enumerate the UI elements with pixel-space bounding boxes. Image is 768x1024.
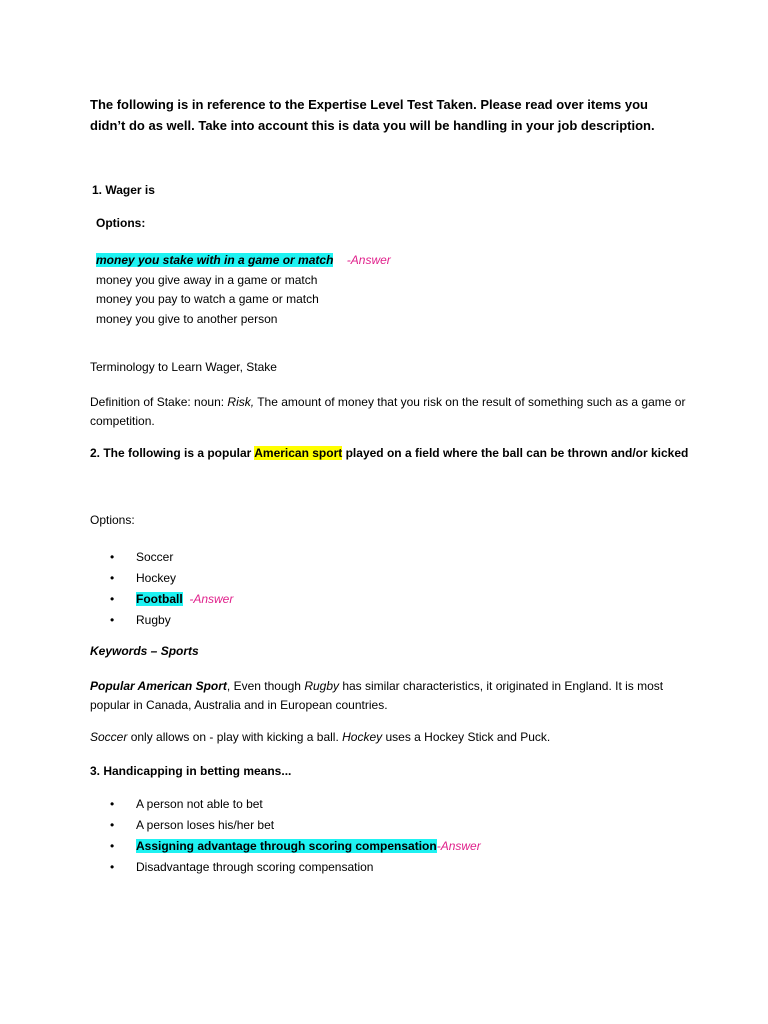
hockey-term: Hockey bbox=[342, 730, 383, 744]
q1-answer-text: money you stake with in a game or match bbox=[96, 253, 334, 267]
hockey-text: uses a Hockey Stick and Puck. bbox=[382, 730, 551, 744]
bullet: • bbox=[110, 550, 115, 564]
soccer-term: Soccer bbox=[90, 730, 128, 744]
list-item bbox=[90, 794, 481, 815]
q3-options-list bbox=[90, 794, 481, 878]
q2-options-label: Options: bbox=[90, 513, 135, 527]
definition-paragraph bbox=[90, 393, 690, 431]
q2-answer-option: Football bbox=[136, 592, 183, 606]
definition-rest: The amount of money that you risk on the result of something such as a game or competition. bbox=[90, 395, 686, 428]
explanation-term: Popular American Sport bbox=[90, 679, 227, 693]
q1-option: money you give to another person bbox=[96, 311, 278, 326]
definition-prefix: Definition of Stake: noun: bbox=[90, 395, 228, 409]
list-item bbox=[90, 815, 481, 836]
list-item bbox=[90, 857, 481, 878]
list-item bbox=[90, 836, 481, 857]
list-item bbox=[90, 547, 233, 568]
q2-option: Soccer bbox=[136, 550, 174, 564]
q1-answer-option bbox=[96, 251, 391, 271]
q3-option: Disadvantage through scoring compensation bbox=[136, 860, 374, 874]
explanation-text: has similar characteristics, it originated in England. It is most popular in Canada, Australia and in European countries. bbox=[90, 679, 664, 712]
list-item bbox=[90, 589, 233, 610]
list-item bbox=[90, 610, 233, 631]
bullet: • bbox=[110, 797, 115, 811]
q2-options-list bbox=[90, 547, 233, 631]
q2-title bbox=[90, 444, 690, 463]
answer-tag: -Answer bbox=[189, 592, 234, 606]
q3-option: A person loses his/her bet bbox=[136, 818, 275, 832]
q1-options-label: Options: bbox=[96, 216, 146, 230]
definition-risk: Risk, bbox=[227, 395, 255, 409]
bullet: • bbox=[110, 839, 115, 853]
explanation-text: , Even though bbox=[226, 679, 305, 693]
answer-tag: -Answer bbox=[346, 253, 391, 267]
terminology-line: Terminology to Learn Wager, Stake bbox=[90, 360, 277, 374]
answer-tag: -Answer bbox=[436, 839, 481, 853]
explanation-paragraph bbox=[90, 677, 690, 715]
q2-option: Rugby bbox=[136, 613, 171, 627]
q1-option: money you give away in a game or match bbox=[96, 272, 318, 287]
bullet: • bbox=[110, 818, 115, 832]
q2-title-highlight: American sport bbox=[254, 446, 343, 460]
q2-title-start: 2. The following is a popular bbox=[90, 446, 255, 460]
q1-option: money you pay to watch a game or match bbox=[96, 292, 319, 306]
bullet: • bbox=[110, 571, 115, 585]
bullet: • bbox=[110, 860, 115, 874]
intro-paragraph: The following is in reference to the Expertise Level Test Taken. Please read over items you didn’t do as well. Take into account this is data you will be handling in your job description. bbox=[90, 97, 655, 133]
soccer-note bbox=[90, 730, 550, 744]
q3-answer-option: Assigning advantage through scoring compensation bbox=[136, 839, 437, 853]
explanation-rugby: Rugby bbox=[304, 679, 339, 693]
bullet: • bbox=[110, 592, 115, 606]
soccer-text: only allows on - play with kicking a ball. bbox=[127, 730, 343, 744]
q1-options bbox=[96, 251, 391, 329]
q1-title: 1. Wager is bbox=[92, 183, 155, 197]
q3-option: A person not able to bet bbox=[136, 797, 263, 811]
q2-option: Hockey bbox=[136, 571, 177, 585]
q2-title-end: played on a field where the ball can be thrown and/or kicked bbox=[342, 446, 689, 460]
q3-title: 3. Handicapping in betting means... bbox=[90, 764, 292, 778]
bullet: • bbox=[110, 613, 115, 627]
list-item bbox=[90, 568, 233, 589]
keywords-line: Keywords – Sports bbox=[90, 644, 199, 658]
